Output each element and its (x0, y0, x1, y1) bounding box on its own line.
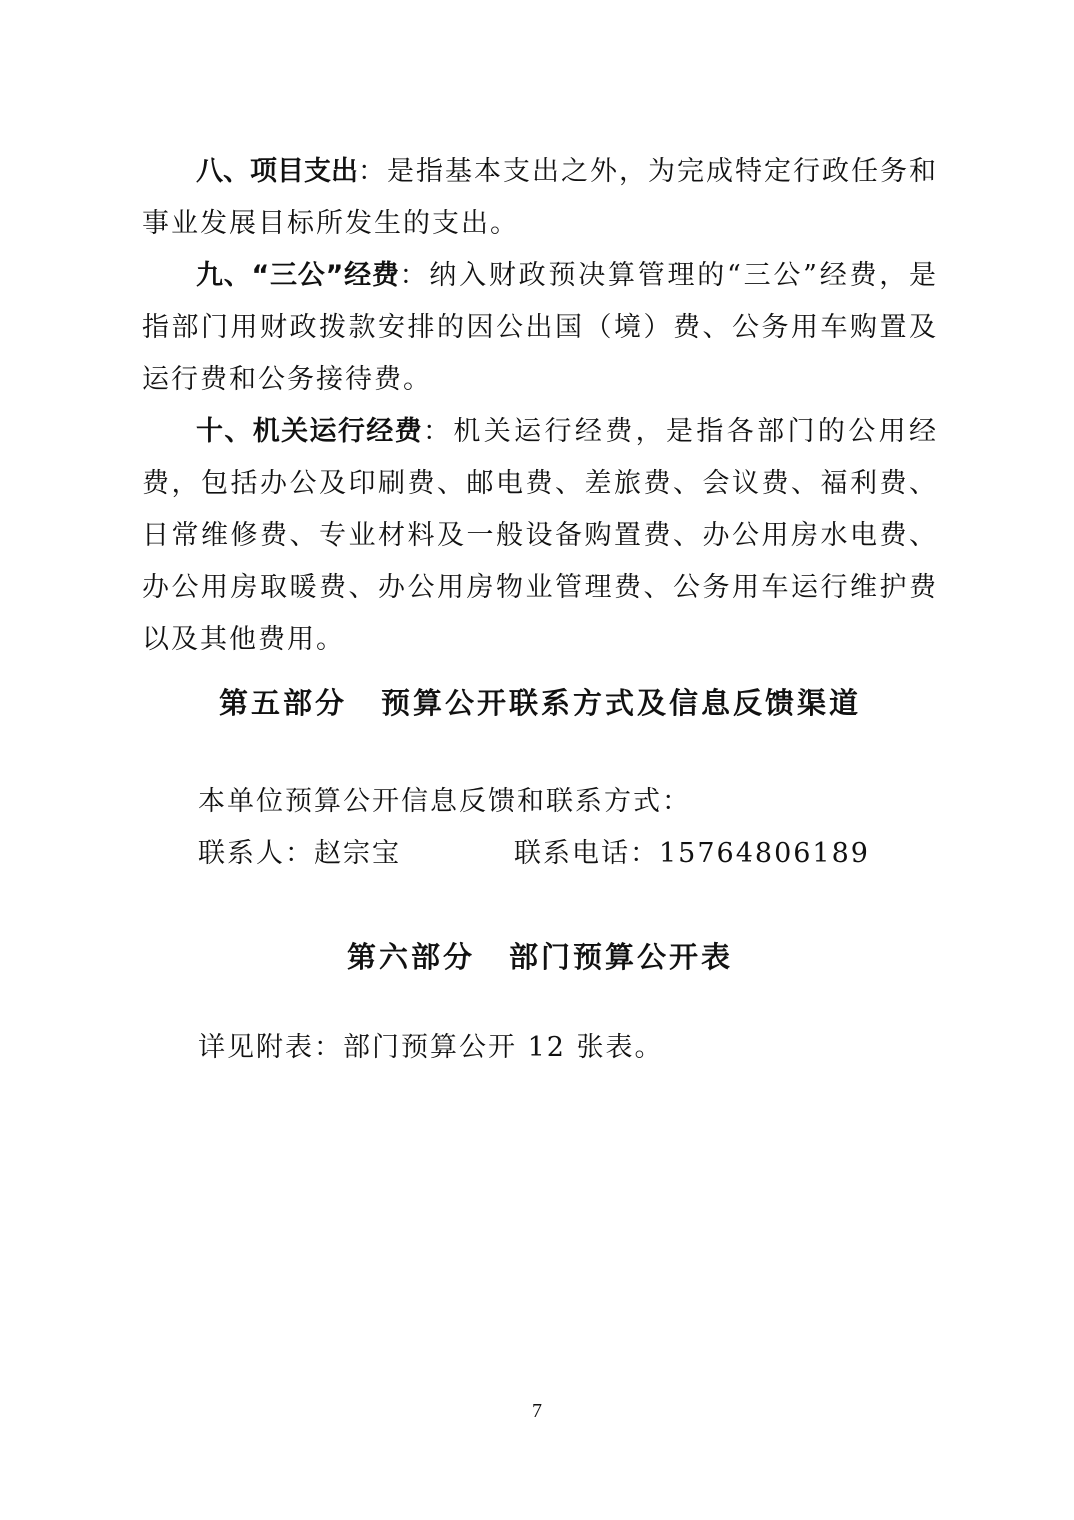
definition-separator: ： (423, 416, 454, 447)
definition-text: 是指基本支出之外，为完成特定行政任务和事业发展目标所发生的支出。 (142, 156, 938, 239)
definition-project-expenditure (142, 146, 938, 250)
definition-term: 十、机关运行经费 (196, 416, 423, 447)
section-6-title: 部门预算公开表 (509, 940, 734, 974)
contact-phone-label: 联系电话： (514, 838, 659, 869)
section-5-heading (142, 668, 938, 738)
contact-person-label: 联系人： (198, 838, 314, 869)
definition-separator: ： (358, 156, 387, 187)
section-5-part: 第五部分 (218, 686, 347, 720)
contact-phone (514, 828, 870, 880)
definition-separator: ： (399, 260, 430, 291)
contact-person (198, 828, 514, 880)
section-6-heading (142, 922, 938, 992)
definition-agency-operating-expenses (142, 406, 938, 666)
contact-phone-number: 15764806189 (659, 838, 870, 869)
definition-text: 机关运行经费，是指各部门的公用经费，包括办公及印刷费、邮电费、差旅费、会议费、福利费、日常维修费、专业材料及一般设备购置费、办公用房水电费、办公用房取暖费、办公用房物业管理费、公务用车运行维护费以及其他费用。 (142, 416, 938, 655)
contact-info (142, 828, 938, 880)
definition-three-public-expenses (142, 250, 938, 406)
section-5-title: 预算公开联系方式及信息反馈渠道 (381, 686, 862, 720)
contact-person-name: 赵宗宝 (314, 838, 401, 869)
definition-text: 纳入财政预决算管理的“三公”经费，是指部门用财政拨款安排的因公出国（境）费、公务用车购置及运行费和公务接待费。 (142, 260, 939, 395)
page-number: 7 (532, 1400, 542, 1422)
feedback-intro: 本单位预算公开信息反馈和联系方式： (198, 786, 691, 817)
page-content (142, 146, 938, 1074)
definition-term: 八、项目支出 (196, 156, 358, 187)
attachment-note: 详见附表：部门预算公开 12 张表。 (198, 1032, 664, 1063)
section-6-part: 第六部分 (346, 940, 475, 974)
definition-term: 九、“三公”经费 (196, 260, 400, 291)
